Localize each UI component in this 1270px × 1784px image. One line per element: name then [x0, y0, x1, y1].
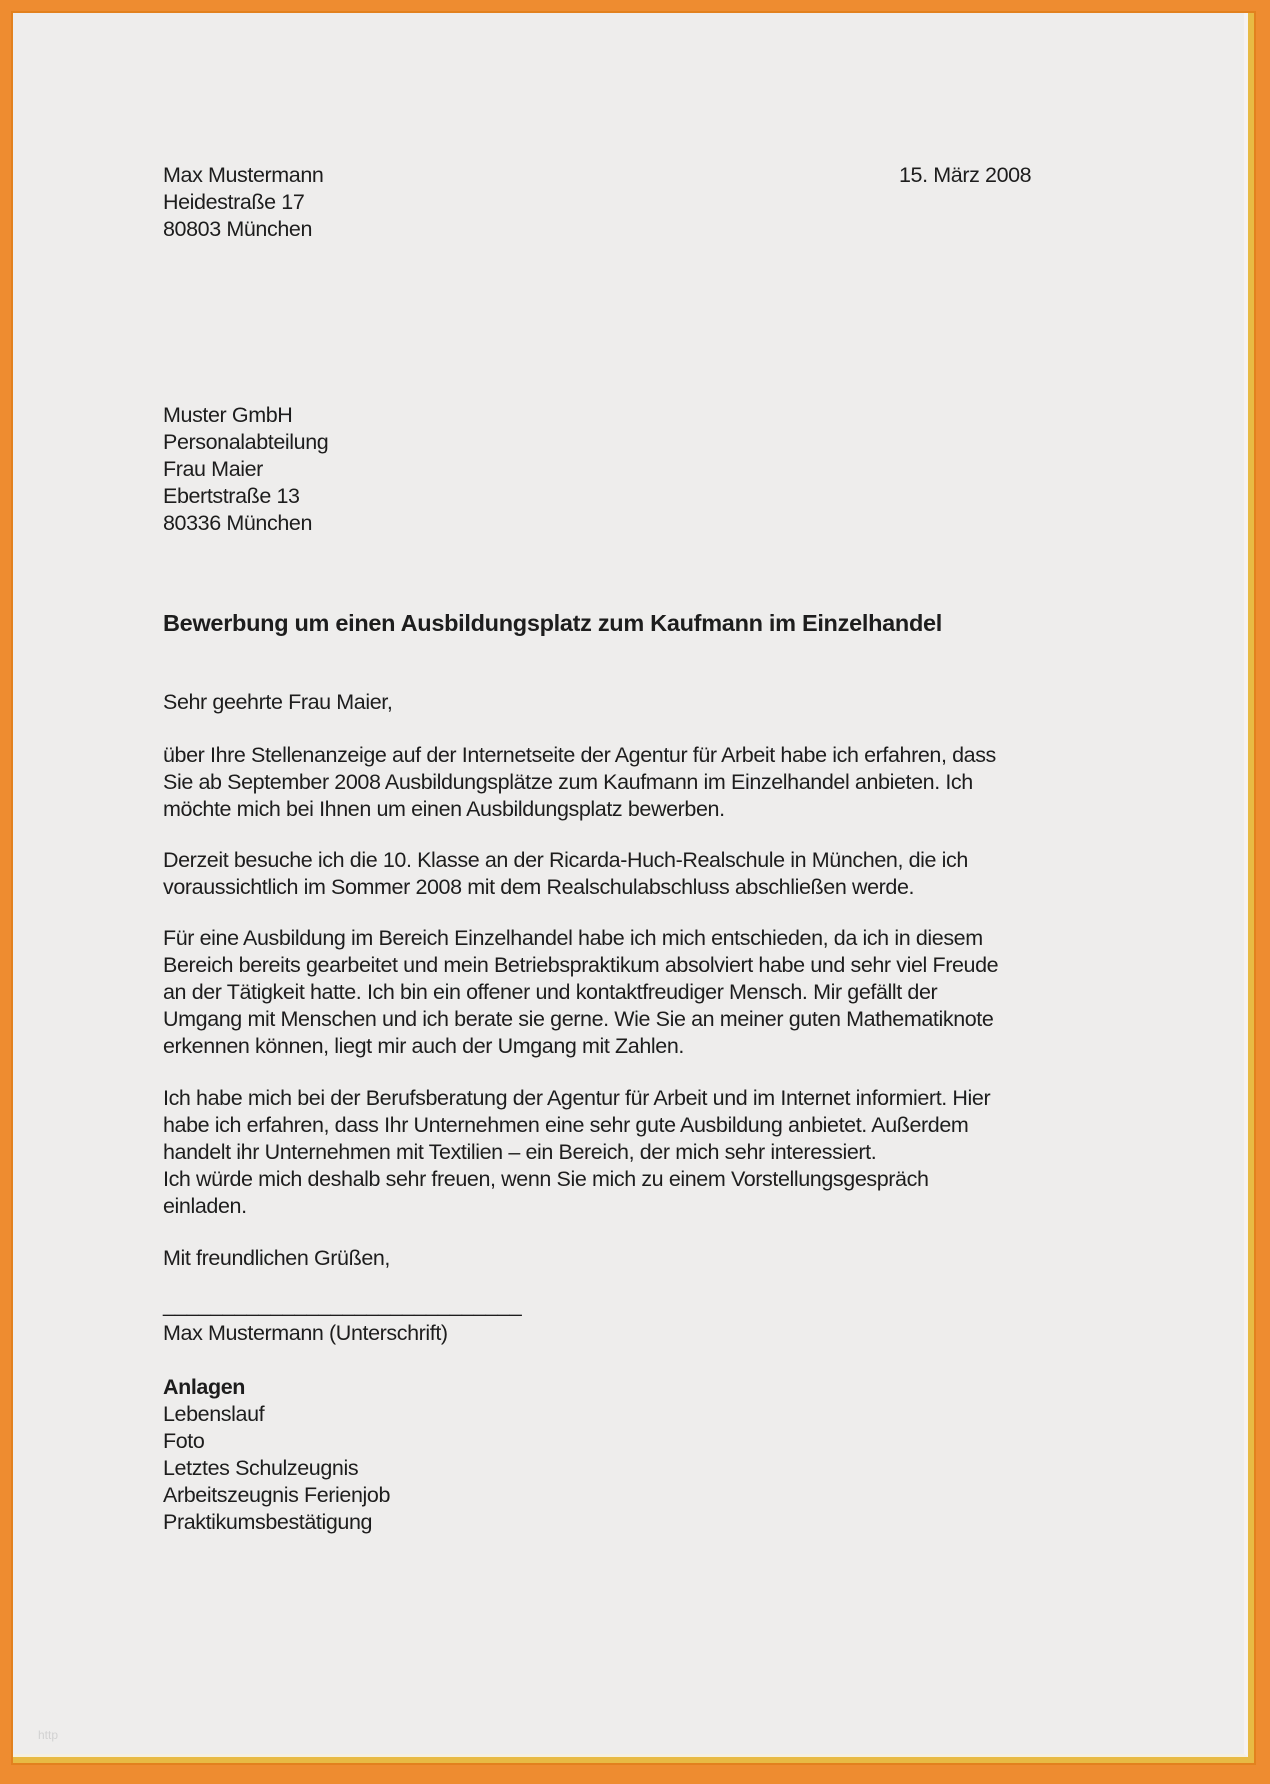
watermark-text: http — [38, 1728, 59, 1742]
enclosures-list — [163, 1401, 390, 1536]
sender-street: Heidestraße 17 — [163, 190, 305, 214]
subject-line: Bewerbung um einen Ausbildungsplatz zum Kaufmann im Einzelhandel — [163, 610, 942, 636]
body-paragraph-3 — [163, 925, 998, 1060]
enclosure-item: Praktikumsbestätigung — [163, 1510, 373, 1534]
body-line: möchte mich bei Ihnen um einen Ausbildungsplatz bewerben. — [163, 797, 725, 821]
body-line: handelt ihr Unternehmen mit Textilien – ein Bereich, der mich sehr interessiert. — [163, 1140, 877, 1164]
body-paragraph-1 — [163, 742, 996, 823]
enclosures-heading: Anlagen — [163, 1375, 246, 1399]
sender-name: Max Mustermann — [163, 163, 324, 187]
body-paragraph-4 — [163, 1085, 990, 1220]
body-line: Bereich bereits gearbeitet und mein Betriebspraktikum absolviert habe und sehr viel Freude — [163, 953, 999, 977]
enclosure-item: Foto — [163, 1429, 205, 1453]
salutation: Sehr geehrte Frau Maier, — [163, 690, 393, 714]
signature-name: Max Mustermann (Unterschrift) — [163, 1321, 448, 1345]
body-line: habe ich erfahren, dass Ihr Unternehmen eine sehr gute Ausbildung anbietet. Außerdem — [163, 1113, 969, 1137]
body-paragraph-2 — [163, 847, 968, 901]
recipient-contact: Frau Maier — [163, 457, 263, 481]
sender-address-block — [163, 162, 323, 243]
body-line: Ich würde mich deshalb sehr freuen, wenn Sie mich zu einem Vorstellungsgespräch — [163, 1167, 929, 1191]
body-line: voraussichtlich im Sommer 2008 mit dem Realschulabschluss abschließen werde. — [163, 875, 915, 899]
body-line: über Ihre Stellenanzeige auf der Internetseite der Agentur für Arbeit habe ich erfahren, dass — [163, 743, 996, 767]
complimentary-close: Mit freundlichen Grüßen, — [163, 1246, 391, 1270]
sender-city: 80803 München — [163, 217, 313, 241]
body-line: Derzeit besuche ich die 10. Klasse an der Ricarda-Huch-Realschule in München, die ich — [163, 848, 968, 872]
enclosure-item: Lebenslauf — [163, 1402, 265, 1426]
recipient-city: 80336 München — [163, 511, 313, 535]
body-line: Sie ab September 2008 Ausbildungsplätze zum Kaufmann im Einzelhandel anbieten. Ich — [163, 770, 973, 794]
enclosure-item: Letztes Schulzeugnis — [163, 1456, 359, 1480]
recipient-department: Personalabteilung — [163, 430, 329, 454]
body-line: Umgang mit Menschen und ich berate sie gerne. Wie Sie an meiner guten Mathematiknote — [163, 1007, 994, 1031]
body-line: einladen. — [163, 1194, 247, 1218]
body-line: Ich habe mich bei der Berufsberatung der Agentur für Arbeit und im Internet informiert. Hier — [163, 1086, 991, 1110]
recipient-company: Muster GmbH — [163, 403, 293, 427]
body-line: Für eine Ausbildung im Bereich Einzelhandel habe ich mich entschieden, da ich in diesem — [163, 926, 983, 950]
signature-rule: ______________________________ — [163, 1293, 522, 1317]
recipient-street: Ebertstraße 13 — [163, 484, 300, 508]
enclosure-item: Arbeitszeugnis Ferienjob — [163, 1483, 391, 1507]
letter-date: 15. März 2008 — [899, 163, 1032, 187]
recipient-address-block — [163, 402, 328, 537]
body-line: erkennen können, liegt mir auch der Umgang mit Zahlen. — [163, 1034, 684, 1058]
body-line: an der Tätigkeit hatte. Ich bin ein offener und kontaktfreudiger Mensch. Mir gefällt der — [163, 980, 938, 1004]
